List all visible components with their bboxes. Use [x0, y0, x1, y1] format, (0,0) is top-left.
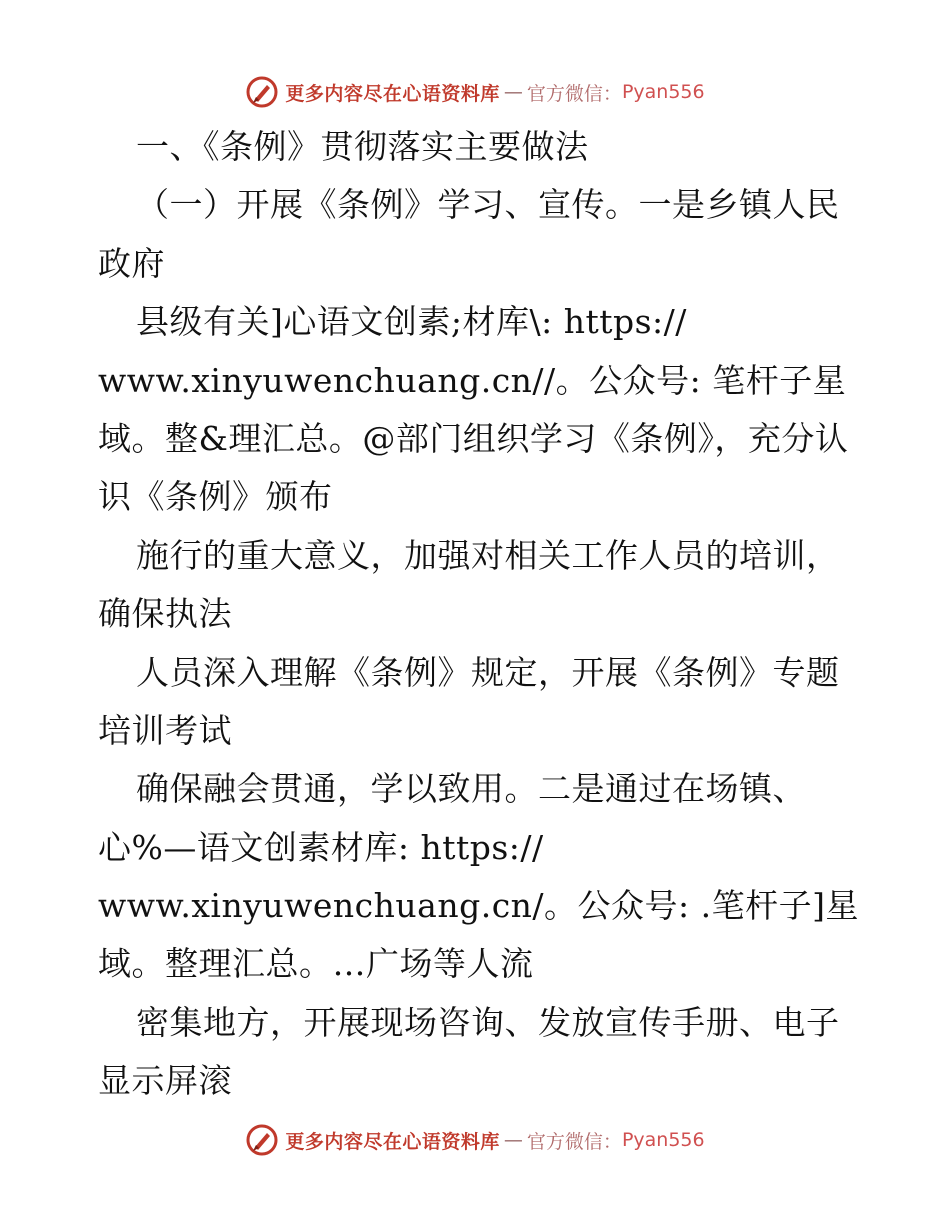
- banner-separator: —: [503, 1129, 523, 1151]
- header-banner: [0, 72, 950, 112]
- section-heading: 一、《条例》贯彻落实主要做法: [136, 127, 589, 166]
- paragraph-line: 识《条例》颁布: [98, 477, 333, 517]
- paragraph-line: www.xinyuwenchuang.cn//。公众号: 笔杆子星: [98, 360, 847, 400]
- banner-text: 更多内容尽在心语资料库: [285, 82, 500, 105]
- paragraph-line: 培训考试: [98, 710, 232, 750]
- wechat-label: 官方微信：: [526, 1130, 622, 1153]
- document-body: [98, 118, 858, 1111]
- paragraph-line: www.xinyuwenchuang.cn/。公众号: .笔杆子]星: [98, 886, 860, 926]
- footer-banner: [0, 1120, 950, 1160]
- banner-separator: —: [503, 81, 523, 103]
- paragraph-line: 心%—语文创素材库: https://: [98, 827, 544, 867]
- paragraph-line: 确保融会贯通，学以致用。二是通过在场镇、: [136, 769, 806, 809]
- paragraph-line: （一）开展《条例》学习、宣传。一是乡镇人民: [136, 185, 840, 225]
- paragraph-line: 政府: [98, 243, 165, 283]
- pen-seal-icon: [245, 75, 279, 109]
- paragraph-line: 施行的重大意义，加强对相关工作人员的培训，: [136, 535, 840, 575]
- pen-seal-icon: [245, 1123, 279, 1157]
- paragraph-line: 显示屏滚: [98, 1061, 232, 1101]
- wechat-id: Pyan556: [621, 1129, 705, 1151]
- banner-text: 更多内容尽在心语资料库: [285, 1130, 500, 1153]
- paragraph-line: 域。整&理汇总。@部门组织学习《条例》，充分认: [98, 418, 849, 458]
- paragraph-line: 确保执法: [98, 594, 232, 634]
- wechat-id: Pyan556: [621, 81, 705, 103]
- paragraph-line: 县级有关]心语文创素;材库\: https://: [136, 302, 687, 342]
- paragraph-line: 人员深入理解《条例》规定，开展《条例》专题: [136, 652, 840, 692]
- paragraph-line: 域。整理汇总。…广场等人流: [98, 944, 534, 984]
- wechat-label: 官方微信：: [526, 82, 622, 105]
- paragraph-line: 密集地方，开展现场咨询、发放宣传手册、电子: [136, 1002, 840, 1042]
